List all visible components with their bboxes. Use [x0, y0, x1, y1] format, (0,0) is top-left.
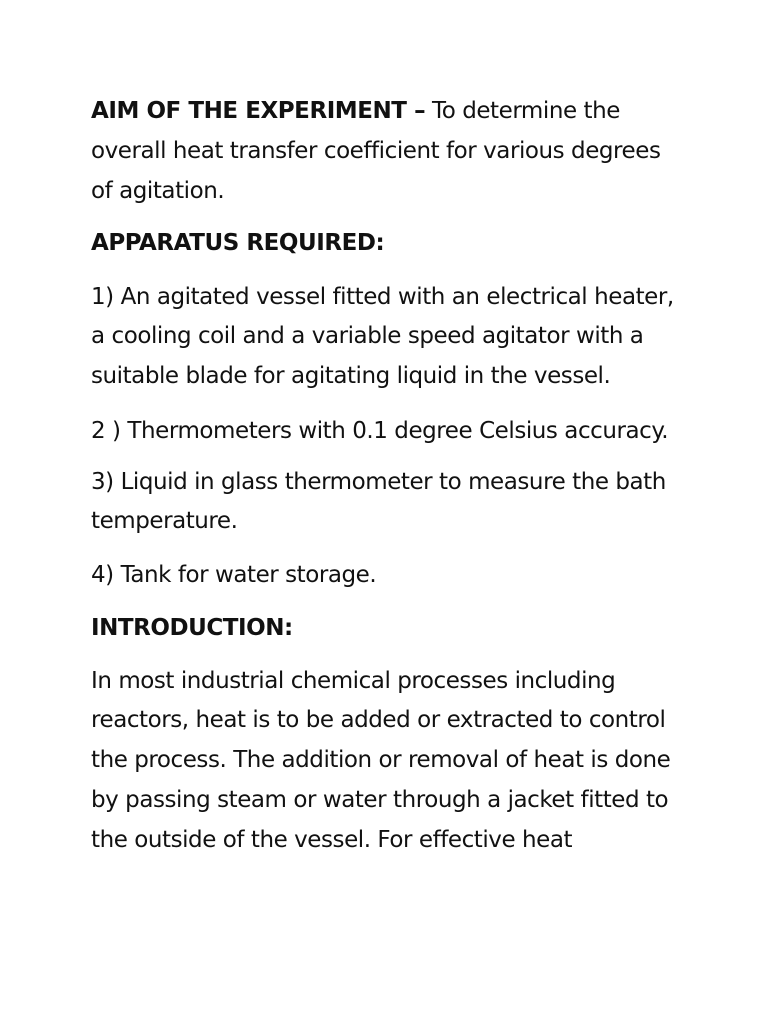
aim-text: To determine the: [432, 98, 620, 124]
apparatus-heading: APPARATUS REQUIRED:: [91, 230, 385, 256]
introduction-line: by passing steam or water through a jacket fitted to: [91, 787, 669, 813]
introduction-line: In most industrial chemical processes including: [91, 668, 616, 694]
aim-heading: AIM OF THE EXPERIMENT –: [91, 98, 426, 124]
apparatus-item-1-line-1: 1) An agitated vessel fitted with an electrical heater,: [91, 284, 674, 310]
aim-line-2: overall heat transfer coefficient for various degrees: [91, 138, 661, 164]
apparatus-item-4: 4) Tank for water storage.: [91, 562, 377, 588]
introduction-line: the process. The addition or removal of heat is done: [91, 747, 671, 773]
apparatus-item-2: 2 ) Thermometers with 0.1 degree Celsius accuracy.: [91, 418, 669, 444]
introduction-line: the outside of the vessel. For effective heat: [91, 827, 573, 853]
introduction-heading: INTRODUCTION:: [91, 615, 293, 641]
aim-line-3: of agitation.: [91, 178, 225, 204]
apparatus-item-3-line-1: 3) Liquid in glass thermometer to measure the bath: [91, 469, 666, 495]
apparatus-item-1-line-3: suitable blade for agitating liquid in the vessel.: [91, 363, 611, 389]
apparatus-item-3-line-2: temperature.: [91, 508, 238, 534]
aim-line-1: [91, 97, 620, 125]
introduction-line: reactors, heat is to be added or extracted to control: [91, 707, 666, 733]
apparatus-item-1-line-2: a cooling coil and a variable speed agitator with a: [91, 323, 644, 349]
